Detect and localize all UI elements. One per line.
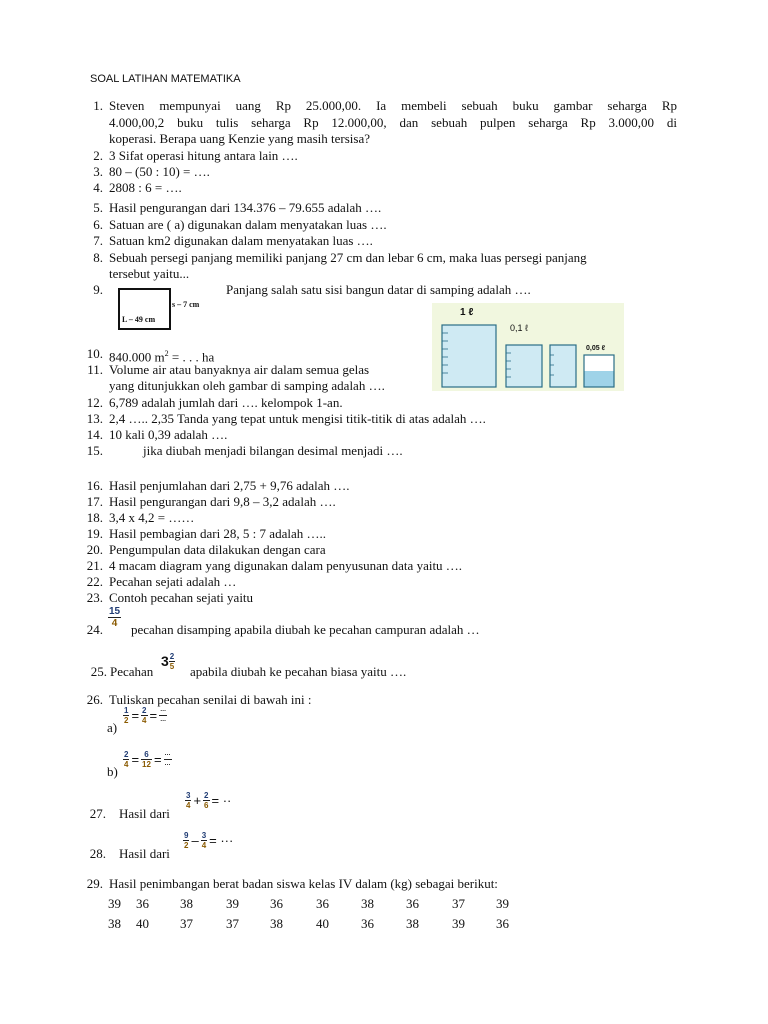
question-11-line-1: Volume air atau banyaknya air dalam semua gelas [109,362,370,377]
question-number: 23. [86,590,103,605]
question-17-text: Hasil pengurangan dari 9,8 – 3,2 adalah …. [109,494,336,509]
weight-value: 38 [270,916,283,931]
weight-value: 36 [496,916,509,931]
question-5-text: Hasil pengurangan dari 134.376 – 79.655 adalah …. [109,200,382,215]
question-number: 28. [89,846,106,861]
question-29-text: Hasil penimbangan berat badan siswa kelas IV dalam (kg) sebagai berikut: [109,876,498,891]
question-11-line-2: yang ditunjukkan oleh gambar di samping adalah …. [109,378,385,393]
weight-value: 39 [452,916,465,931]
glass-3-label: 0,05 ℓ [586,345,605,352]
question-number: 13. [86,411,103,426]
question-number: 6. [93,217,103,232]
question-8-line-1: Sebuah persegi panjang memiliki panjang 27 cm dan lebar 6 cm, maka luas persegi panjang [109,250,587,265]
question-number: 11. [87,362,103,377]
question-26-text: Tuliskan pecahan senilai di bawah ini : [109,692,312,707]
question-26b-label: b) [107,764,118,779]
question-4-text: 2808 : 6 = …. [109,180,182,195]
question-number: 10. [86,346,103,361]
glasses-figure [432,303,624,391]
question-14-text: 10 kali 0,39 adalah …. [109,427,228,442]
question-number: 7. [93,233,103,248]
question-25-mixed-number: 3 $\frac{2}{5}$ [161,652,175,671]
question-number: 8. [93,250,103,265]
page-title: SOAL LATIHAN MATEMATIKA [90,73,241,85]
question-9-text: Panjang salah satu sisi bangun datar di samping adalah …. [226,282,531,297]
question-number: 3. [93,164,103,179]
question-26a-equation: $\frac{1}{2}$ = $\frac{2}{4}$ = … … [124,706,167,725]
weight-value: 39 [496,896,509,911]
question-16-text: Hasil penjumlahan dari 2,75 + 9,76 adalah …. [109,478,350,493]
question-number: 25. [90,664,107,679]
question-23-text: Contoh pecahan sejati yaitu [109,590,254,605]
square-side-label: s – 7 cm [172,300,200,309]
weight-value: 40 [316,916,329,931]
question-number: 21. [86,558,103,573]
question-number: 19. [86,526,103,541]
question-number: 12. [86,395,103,410]
weight-value: 38 [406,916,419,931]
square-area-label: L – 49 cm [122,315,156,324]
weight-value: 37 [452,896,465,911]
question-27-text: Hasil dari [119,806,170,821]
question-24-fraction: $\frac{15}{4}$ [109,606,121,629]
question-number: 18. [86,510,103,525]
question-19-text: Hasil pembagian dari 28, 5 : 7 adalah ….. [109,526,326,541]
question-number: 26. [86,692,103,707]
question-20-text: Pengumpulan data dilakukan dengan cara [109,542,326,557]
question-25-prefix: Pecahan [110,664,154,679]
question-2-text: 3 Sifat operasi hitung antara lain …. [109,148,298,163]
weight-value: 36 [316,896,329,911]
question-24-text: pecahan disamping apabila diubah ke pecahan campuran adalah … [131,622,480,637]
question-1-line-3: koperasi. Berapa uang Kenzie yang masih tersisa? [109,131,370,146]
question-12-text: 6,789 adalah jumlah dari …. kelompok 1-an. [109,395,343,410]
question-25-text: apabila diubah ke pecahan biasa yaitu …. [190,664,407,679]
question-number: 14. [86,427,103,442]
question-22-text: Pecahan sejati adalah … [109,574,237,589]
weight-value: 38 [361,896,374,911]
question-number: 2. [93,148,103,163]
question-26a-label: a) [107,720,118,735]
question-number: 22. [86,574,103,589]
question-6-text: Satuan are ( a) digunakan dalam menyatakan luas …. [109,217,387,232]
weight-value: 38 [108,916,121,931]
question-28-equation: $\frac{9}{2}$ – $\frac{3}{4}$ = ··· [184,831,234,850]
question-27-equation: $\frac{3}{4}$ + $\frac{2}{6}$ = ·· [186,791,232,810]
question-15-text: jika diubah menjadi bilangan desimal menjadi …. [143,443,403,458]
question-18-text: 3,4 x 4,2 = …… [109,510,195,525]
question-3-text: 80 – (50 : 10) = …. [109,164,210,179]
question-1-line-1: Steven mempunyai uang Rp 25.000,00. Ia membeli sebuah buku gambar seharga Rp [109,98,677,113]
weight-value: 36 [270,896,283,911]
question-number: 4. [93,180,103,195]
weight-value: 38 [180,896,193,911]
question-number: 27. [89,806,106,821]
weight-value: 36 [136,896,149,911]
weight-value: 36 [361,916,374,931]
question-number: 15. [86,443,103,458]
question-number: 17. [86,494,103,509]
question-number: 29. [86,876,103,891]
question-28-text: Hasil dari [119,846,170,861]
question-number: 9. [93,282,103,297]
question-1-line-2: 4.000,00,2 buku tulis seharga Rp 12.000,00, dan sebuah pulpen seharga Rp 3.000,00 di [109,115,677,130]
weight-value: 36 [406,896,419,911]
glass-1-label: 1 ℓ [460,307,474,318]
question-number: 1. [93,98,103,113]
weight-value: 39 [108,896,121,911]
question-number: 5. [93,200,103,215]
question-number: 24. [86,622,103,637]
glass-2-label: 0,1 ℓ [510,323,528,333]
question-10-text: 840.000 $m^2$ = . . . ha [109,349,215,365]
question-number: 20. [86,542,103,557]
weight-value: 39 [226,896,239,911]
weight-value: 37 [226,916,239,931]
question-13-text: 2,4 ….. 2,35 Tanda yang tepat untuk mengisi titik-titik di atas adalah …. [109,411,486,426]
question-26b-equation: $\frac{2}{4}$ = $\frac{6}{12}$ = … … [124,750,171,769]
weight-value: 40 [136,916,149,931]
question-8-line-2: tersebut yaitu... [109,266,190,281]
weight-value: 37 [180,916,193,931]
question-number: 16. [86,478,103,493]
question-21-text: 4 macam diagram yang digunakan dalam penyusunan data yaitu …. [109,558,463,573]
question-7-text: Satuan km2 digunakan dalam menyatakan luas …. [109,233,373,248]
